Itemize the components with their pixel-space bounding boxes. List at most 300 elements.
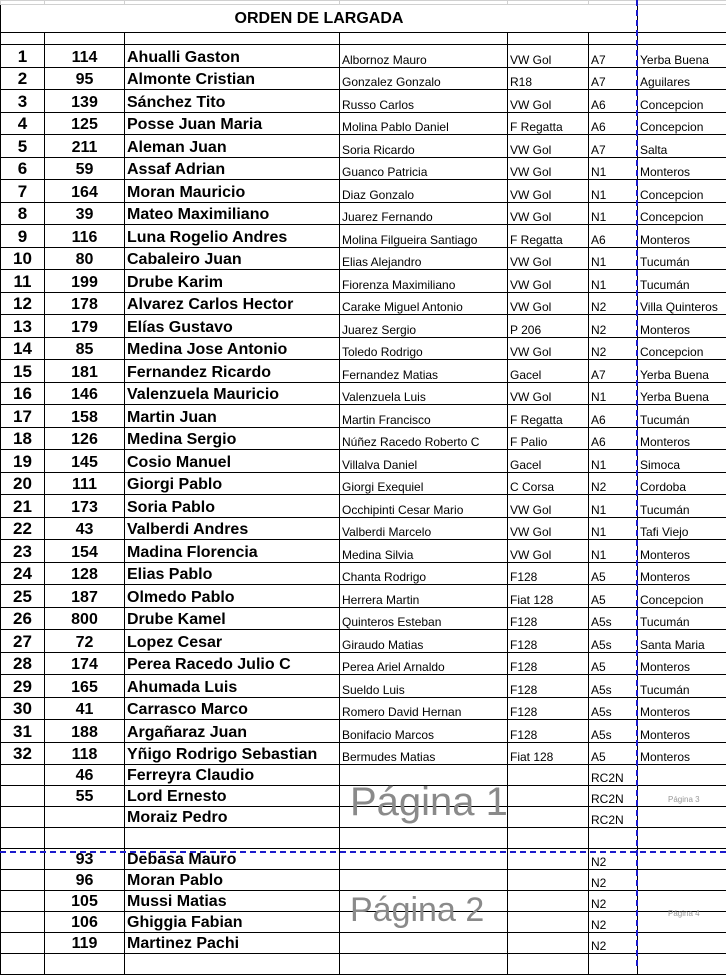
cell-city[interactable]: Monteros	[638, 427, 726, 450]
cell-car-model[interactable]	[508, 891, 589, 912]
cell-class[interactable]: A5s	[589, 720, 638, 743]
cell-car-model[interactable]	[508, 828, 589, 849]
cell-position[interactable]: 3	[1, 90, 45, 113]
cell-car-model[interactable]: VW Gol	[508, 270, 589, 293]
cell-driver[interactable]: Posse Juan Maria	[125, 112, 340, 135]
cell-class[interactable]: RC2N	[589, 765, 638, 786]
cell-co-driver[interactable]	[340, 786, 508, 807]
cell-position[interactable]: 30	[1, 697, 45, 720]
cell-city[interactable]: Concepcion	[638, 337, 726, 360]
cell-co-driver[interactable]	[340, 807, 508, 828]
cell-class[interactable]: N1	[589, 180, 638, 203]
cell-position[interactable]	[1, 807, 45, 828]
cell-driver[interactable]: Ahumada Luis	[125, 675, 340, 698]
cell-co-driver[interactable]	[340, 933, 508, 954]
cell-car-model[interactable]: P 206	[508, 315, 589, 338]
cell-driver[interactable]: Moran Mauricio	[125, 180, 340, 203]
cell-city[interactable]: Santa Maria	[638, 630, 726, 653]
cell-car-number[interactable]: 85	[45, 337, 125, 360]
page-1-watermark: Página 1	[350, 782, 508, 822]
cell-co-driver[interactable]: Giraudo Matias	[340, 630, 508, 653]
cell-car-number[interactable]: 55	[45, 786, 125, 807]
cell-car-model[interactable]: F128	[508, 675, 589, 698]
cell-class[interactable]: N1	[589, 382, 638, 405]
cell-position[interactable]	[1, 786, 45, 807]
cell-car-model[interactable]: F128	[508, 607, 589, 630]
cell-co-driver[interactable]: Núñez Racedo Roberto C	[340, 427, 508, 450]
cell-city[interactable]: Tucumán	[638, 675, 726, 698]
cell-car-number[interactable]: 188	[45, 720, 125, 743]
cell-car-model[interactable]: F Regatta	[508, 405, 589, 428]
cell-car-model[interactable]	[508, 786, 589, 807]
cell-co-driver[interactable]: Romero David Hernan	[340, 697, 508, 720]
cell-co-driver[interactable]: Chanta Rodrigo	[340, 562, 508, 585]
cell-driver[interactable]: Mateo Maximiliano	[125, 202, 340, 225]
cell-car-number[interactable]: 72	[45, 630, 125, 653]
cell-position[interactable]: 9	[1, 225, 45, 248]
cell-car-model[interactable]: VW Gol	[508, 180, 589, 203]
cell-class[interactable]: A5s	[589, 697, 638, 720]
cell-driver[interactable]: Drube Kamel	[125, 607, 340, 630]
cell-car-number[interactable]: 158	[45, 405, 125, 428]
cell-position[interactable]: 27	[1, 630, 45, 653]
cell-driver[interactable]: Moraiz Pedro	[125, 807, 340, 828]
cell-car-number[interactable]: 111	[45, 472, 125, 495]
sheet-title[interactable]: ORDEN DE LARGADA	[1, 5, 638, 33]
cell-city[interactable]	[638, 807, 726, 828]
cell-city[interactable]: Tafi Viejo	[638, 517, 726, 540]
cell-driver[interactable]: Sánchez Tito	[125, 90, 340, 113]
cell-driver[interactable]: Elias Pablo	[125, 562, 340, 585]
cell-position[interactable]: 15	[1, 360, 45, 383]
cell-car-number[interactable]: 126	[45, 427, 125, 450]
cell-city[interactable]: Tucumán	[638, 270, 726, 293]
cell-position[interactable]: 26	[1, 607, 45, 630]
cell-car-model[interactable]	[508, 912, 589, 933]
cell-co-driver[interactable]: Diaz Gonzalo	[340, 180, 508, 203]
cell-class[interactable]: A6	[589, 405, 638, 428]
cell-car-model[interactable]: VW Gol	[508, 157, 589, 180]
cell-class[interactable]: N2	[589, 891, 638, 912]
cell-class[interactable]: A5	[589, 742, 638, 765]
cell-car-model[interactable]	[508, 933, 589, 954]
cell-car-number[interactable]: 125	[45, 112, 125, 135]
cell-car-number[interactable]: 165	[45, 675, 125, 698]
cell-position[interactable]: 19	[1, 450, 45, 473]
cell-driver[interactable]: Martinez Pachi	[125, 933, 340, 954]
cell-city[interactable]: Concepcion	[638, 90, 726, 113]
cell-car-number[interactable]: 187	[45, 585, 125, 608]
cell-car-model[interactable]: VW Gol	[508, 45, 589, 68]
cell-car-number[interactable]: 164	[45, 180, 125, 203]
cell-car-model[interactable]: F128	[508, 562, 589, 585]
cell-car-number[interactable]: 59	[45, 157, 125, 180]
cell-car-model[interactable]: VW Gol	[508, 292, 589, 315]
cell-city[interactable]: Monteros	[638, 315, 726, 338]
cell-car-model[interactable]: VW Gol	[508, 517, 589, 540]
cell-city[interactable]: Concepcion	[638, 180, 726, 203]
cell-city[interactable]: Simoca	[638, 450, 726, 473]
cell-city[interactable]	[638, 828, 726, 849]
cell-car-number[interactable]: 106	[45, 912, 125, 933]
cell-car-number[interactable]: 139	[45, 90, 125, 113]
cell-co-driver[interactable]: Bermudes Matias	[340, 742, 508, 765]
cell-driver[interactable]: Medina Sergio	[125, 427, 340, 450]
cell-driver[interactable]: Elías Gustavo	[125, 315, 340, 338]
cell-driver[interactable]: Luna Rogelio Andres	[125, 225, 340, 248]
cell-class[interactable]	[589, 828, 638, 849]
cell-driver[interactable]	[125, 828, 340, 849]
cell-city[interactable]: Yerba Buena	[638, 45, 726, 68]
cell-city[interactable]: Monteros	[638, 157, 726, 180]
cell-car-model[interactable]: Fiat 128	[508, 742, 589, 765]
cell-class[interactable]: A7	[589, 45, 638, 68]
cell-position[interactable]	[1, 954, 45, 975]
cell-co-driver[interactable]: Occhipinti Cesar Mario	[340, 495, 508, 518]
cell-class[interactable]: A5	[589, 562, 638, 585]
cell-position[interactable]	[1, 870, 45, 891]
cell-city[interactable]: Tucumán	[638, 405, 726, 428]
cell-class[interactable]: N2	[589, 933, 638, 954]
cell-city[interactable]: Monteros	[638, 225, 726, 248]
cell-driver[interactable]: Lopez Cesar	[125, 630, 340, 653]
cell-car-number[interactable]: 95	[45, 67, 125, 90]
cell-city[interactable]: Monteros	[638, 652, 726, 675]
cell-city[interactable]	[638, 912, 726, 933]
cell-car-number[interactable]: 39	[45, 202, 125, 225]
cell-co-driver[interactable]: Bonifacio Marcos	[340, 720, 508, 743]
cell-driver[interactable]: Carrasco Marco	[125, 697, 340, 720]
cell-car-number[interactable]	[45, 828, 125, 849]
cell-driver[interactable]: Argañaraz Juan	[125, 720, 340, 743]
cell-city[interactable]	[638, 891, 726, 912]
cell-driver[interactable]: Valenzuela Mauricio	[125, 382, 340, 405]
cell-co-driver[interactable]: Toledo Rodrigo	[340, 337, 508, 360]
cell-co-driver[interactable]	[340, 870, 508, 891]
cell-class[interactable]: N2	[589, 472, 638, 495]
cell-driver[interactable]: Madina Florencia	[125, 540, 340, 563]
cell-position[interactable]: 25	[1, 585, 45, 608]
cell-class[interactable]: N1	[589, 270, 638, 293]
cell-driver[interactable]: Moran Pablo	[125, 870, 340, 891]
cell-car-model[interactable]: Gacel	[508, 450, 589, 473]
cell-position[interactable]: 28	[1, 652, 45, 675]
cell-co-driver[interactable]: Villalva Daniel	[340, 450, 508, 473]
cell-position[interactable]: 1	[1, 45, 45, 68]
cell-car-model[interactable]: VW Gol	[508, 247, 589, 270]
cell-class[interactable]: N1	[589, 247, 638, 270]
cell-class[interactable]: N1	[589, 495, 638, 518]
cell-driver[interactable]: Cosio Manuel	[125, 450, 340, 473]
cell-city[interactable]	[638, 765, 726, 786]
cell-car-model[interactable]: Gacel	[508, 360, 589, 383]
table-row	[1, 427, 726, 450]
cell-car-number[interactable]: 93	[45, 849, 125, 870]
cell-position[interactable]: 4	[1, 112, 45, 135]
cell-car-number[interactable]: 43	[45, 517, 125, 540]
cell-class[interactable]: A7	[589, 360, 638, 383]
cell-co-driver[interactable]: Perea Ariel Arnaldo	[340, 652, 508, 675]
cell-city[interactable]: Tucumán	[638, 247, 726, 270]
cell-car-number[interactable]: 173	[45, 495, 125, 518]
cell-class[interactable]: N2	[589, 292, 638, 315]
cell-co-driver[interactable]: Guanco Patricia	[340, 157, 508, 180]
cell-car-model[interactable]: VW Gol	[508, 337, 589, 360]
cell-driver[interactable]: Perea Racedo Julio C	[125, 652, 340, 675]
cell-driver[interactable]: Giorgi Pablo	[125, 472, 340, 495]
cell-city[interactable]: Monteros	[638, 562, 726, 585]
cell-class[interactable]: N1	[589, 202, 638, 225]
cell-city[interactable]: Salta	[638, 135, 726, 158]
cell-position[interactable]: 8	[1, 202, 45, 225]
cell-co-driver[interactable]: Carake Miguel Antonio	[340, 292, 508, 315]
cell-city[interactable]: Concepcion	[638, 202, 726, 225]
cell-car-number[interactable]: 199	[45, 270, 125, 293]
table-row	[1, 90, 726, 113]
cell-class[interactable]: N2	[589, 849, 638, 870]
cell-car-model[interactable]: F128	[508, 652, 589, 675]
cell-class[interactable]: A6	[589, 225, 638, 248]
cell-driver[interactable]: Mussi Matias	[125, 891, 340, 912]
cell-co-driver[interactable]: Albornoz Mauro	[340, 45, 508, 68]
cell-driver[interactable]: Alvarez Carlos Hector	[125, 292, 340, 315]
cell-driver[interactable]: Ferreyra Claudio	[125, 765, 340, 786]
cell-car-model[interactable]: R18	[508, 67, 589, 90]
cell-co-driver[interactable]: Juarez Sergio	[340, 315, 508, 338]
cell-position[interactable]: 32	[1, 742, 45, 765]
cell-class[interactable]: N1	[589, 157, 638, 180]
cell-driver[interactable]: Yñigo Rodrigo Sebastian	[125, 742, 340, 765]
cell-city[interactable]: Tucumán	[638, 607, 726, 630]
cell-driver[interactable]: Soria Pablo	[125, 495, 340, 518]
cell-position[interactable]: 22	[1, 517, 45, 540]
cell-car-number[interactable]	[45, 954, 125, 975]
cell-car-model[interactable]: VW Gol	[508, 202, 589, 225]
cell-class[interactable]: A6	[589, 427, 638, 450]
cell-car-model[interactable]: C Corsa	[508, 472, 589, 495]
cell-position[interactable]: 13	[1, 315, 45, 338]
cell-position[interactable]: 31	[1, 720, 45, 743]
cell-position[interactable]: 23	[1, 540, 45, 563]
cell-class[interactable]: A5s	[589, 675, 638, 698]
cell-driver[interactable]: Assaf Adrian	[125, 157, 340, 180]
cell-car-number[interactable]: 178	[45, 292, 125, 315]
cell-city[interactable]	[638, 933, 726, 954]
cell-co-driver[interactable]: Herrera Martin	[340, 585, 508, 608]
cell-car-number[interactable]: 114	[45, 45, 125, 68]
cell-city[interactable]: Yerba Buena	[638, 382, 726, 405]
cell-driver[interactable]: Ahualli Gaston	[125, 45, 340, 68]
cell-co-driver[interactable]: Soria Ricardo	[340, 135, 508, 158]
cell-class[interactable]: A6	[589, 90, 638, 113]
cell-co-driver[interactable]: Martin Francisco	[340, 405, 508, 428]
cell-city[interactable]	[638, 870, 726, 891]
cell-class[interactable]	[589, 954, 638, 975]
cell-position[interactable]	[1, 912, 45, 933]
cell-city[interactable]: Concepcion	[638, 112, 726, 135]
cell-car-model[interactable]: VW Gol	[508, 90, 589, 113]
cell-co-driver[interactable]	[340, 765, 508, 786]
cell-position[interactable]: 11	[1, 270, 45, 293]
cell-car-number[interactable]: 80	[45, 247, 125, 270]
cell-position[interactable]	[1, 765, 45, 786]
cell-car-number[interactable]: 174	[45, 652, 125, 675]
cell-co-driver[interactable]	[340, 891, 508, 912]
cell-city[interactable]	[638, 954, 726, 975]
cell-co-driver[interactable]	[340, 954, 508, 975]
cell-co-driver[interactable]: Juarez Fernando	[340, 202, 508, 225]
cell-class[interactable]: A6	[589, 112, 638, 135]
table-row	[1, 933, 726, 954]
cell-city[interactable]: Cordoba	[638, 472, 726, 495]
cell-car-number[interactable]	[45, 807, 125, 828]
cell-car-number[interactable]: 145	[45, 450, 125, 473]
cell-co-driver[interactable]: Sueldo Luis	[340, 675, 508, 698]
cell-car-model[interactable]	[508, 870, 589, 891]
cell-city[interactable]: Tucumán	[638, 495, 726, 518]
cell-co-driver[interactable]: Molina Pablo Daniel	[340, 112, 508, 135]
cell-position[interactable]: 2	[1, 67, 45, 90]
cell-car-number[interactable]: 118	[45, 742, 125, 765]
cell-car-model[interactable]: F128	[508, 720, 589, 743]
cell-position[interactable]	[1, 828, 45, 849]
cell-car-number[interactable]: 211	[45, 135, 125, 158]
cell-position[interactable]: 12	[1, 292, 45, 315]
cell-position[interactable]: 29	[1, 675, 45, 698]
cell-driver[interactable]: Valberdi Andres	[125, 517, 340, 540]
table-row	[1, 607, 726, 630]
cell-class[interactable]: N1	[589, 540, 638, 563]
cell-car-model[interactable]: F128	[508, 630, 589, 653]
cell-car-number[interactable]: 116	[45, 225, 125, 248]
cell-car-model[interactable]	[508, 765, 589, 786]
cell-driver[interactable]: Martin Juan	[125, 405, 340, 428]
cell-city[interactable]	[638, 786, 726, 807]
cell-position[interactable]: 5	[1, 135, 45, 158]
cell-position[interactable]: 18	[1, 427, 45, 450]
cell-city[interactable]: Villa Quinteros	[638, 292, 726, 315]
cell-class[interactable]: A5	[589, 585, 638, 608]
cell-driver[interactable]: Fernandez Ricardo	[125, 360, 340, 383]
cell-co-driver[interactable]: Gonzalez Gonzalo	[340, 67, 508, 90]
cell-class[interactable]: N2	[589, 337, 638, 360]
cell-class[interactable]: A5s	[589, 607, 638, 630]
cell-driver[interactable]: Drube Karim	[125, 270, 340, 293]
page-break-vertical[interactable]	[636, 0, 638, 966]
cell-co-driver[interactable]: Giorgi Exequiel	[340, 472, 508, 495]
cell-car-number[interactable]: 96	[45, 870, 125, 891]
cell-class[interactable]: A7	[589, 135, 638, 158]
cell-position[interactable]: 24	[1, 562, 45, 585]
cell-position[interactable]	[1, 933, 45, 954]
table-row	[1, 180, 726, 203]
cell-driver[interactable]: Cabaleiro Juan	[125, 247, 340, 270]
cell-city[interactable]: Yerba Buena	[638, 360, 726, 383]
cell-class[interactable]: RC2N	[589, 786, 638, 807]
cell-car-model[interactable]: F Regatta	[508, 225, 589, 248]
cell-class[interactable]: A7	[589, 67, 638, 90]
cell-class[interactable]: A5s	[589, 630, 638, 653]
cell-position[interactable]: 14	[1, 337, 45, 360]
cell-car-model[interactable]: VW Gol	[508, 135, 589, 158]
cell-driver[interactable]: Olmedo Pablo	[125, 585, 340, 608]
cell-class[interactable]: A5	[589, 652, 638, 675]
cell-car-number[interactable]: 181	[45, 360, 125, 383]
cell-car-number[interactable]: 46	[45, 765, 125, 786]
cell-car-number[interactable]: 105	[45, 891, 125, 912]
cell-city[interactable]: Monteros	[638, 742, 726, 765]
cell-co-driver[interactable]: Molina Filgueira Santiago	[340, 225, 508, 248]
cell-driver[interactable]: Medina Jose Antonio	[125, 337, 340, 360]
cell-position[interactable]: 17	[1, 405, 45, 428]
cell-co-driver[interactable]: Fernandez Matias	[340, 360, 508, 383]
cell-car-model[interactable]	[508, 954, 589, 975]
cell-co-driver[interactable]: Elias Alejandro	[340, 247, 508, 270]
cell-position[interactable]: 7	[1, 180, 45, 203]
cell-co-driver[interactable]: Medina Silvia	[340, 540, 508, 563]
cell-class[interactable]: N2	[589, 315, 638, 338]
cell-class[interactable]: RC2N	[589, 807, 638, 828]
cell-city[interactable]: Monteros	[638, 697, 726, 720]
cell-class[interactable]: N1	[589, 517, 638, 540]
cell-car-model[interactable]: VW Gol	[508, 495, 589, 518]
cell-car-model[interactable]	[508, 807, 589, 828]
cell-driver[interactable]: Debasa Mauro	[125, 849, 340, 870]
page-break-horizontal[interactable]	[0, 851, 726, 853]
cell-position[interactable]: 16	[1, 382, 45, 405]
cell-car-number[interactable]: 146	[45, 382, 125, 405]
cell-car-number[interactable]: 800	[45, 607, 125, 630]
cell-city[interactable]: Monteros	[638, 540, 726, 563]
cell-driver[interactable]: Almonte Cristian	[125, 67, 340, 90]
cell-co-driver[interactable]: Fiorenza Maximiliano	[340, 270, 508, 293]
cell-co-driver[interactable]	[340, 828, 508, 849]
cell-class[interactable]: N2	[589, 870, 638, 891]
cell-driver[interactable]: Ghiggia Fabian	[125, 912, 340, 933]
cell-city[interactable]: Monteros	[638, 720, 726, 743]
cell-co-driver[interactable]: Valenzuela Luis	[340, 382, 508, 405]
table-row	[1, 585, 726, 608]
cell-class[interactable]: N2	[589, 912, 638, 933]
cell-driver[interactable]: Lord Ernesto	[125, 786, 340, 807]
cell-driver[interactable]: Aleman Juan	[125, 135, 340, 158]
cell-car-model[interactable]: F128	[508, 697, 589, 720]
cell-city[interactable]: Aguilares	[638, 67, 726, 90]
cell-position[interactable]: 20	[1, 472, 45, 495]
cell-car-model[interactable]: F Palio	[508, 427, 589, 450]
cell-driver[interactable]	[125, 954, 340, 975]
cell-co-driver[interactable]: Valberdi Marcelo	[340, 517, 508, 540]
cell-co-driver[interactable]: Quinteros Esteban	[340, 607, 508, 630]
cell-car-model[interactable]: VW Gol	[508, 382, 589, 405]
cell-co-driver[interactable]	[340, 912, 508, 933]
cell-car-number[interactable]: 128	[45, 562, 125, 585]
cell-car-model[interactable]: Fiat 128	[508, 585, 589, 608]
cell-car-number[interactable]: 119	[45, 933, 125, 954]
cell-position[interactable]: 10	[1, 247, 45, 270]
cell-position[interactable]	[1, 891, 45, 912]
cell-car-model[interactable]: VW Gol	[508, 540, 589, 563]
cell-car-model[interactable]: F Regatta	[508, 112, 589, 135]
cell-co-driver[interactable]: Russo Carlos	[340, 90, 508, 113]
cell-class[interactable]: N1	[589, 450, 638, 473]
cell-city[interactable]: Concepcion	[638, 585, 726, 608]
cell-car-number[interactable]: 41	[45, 697, 125, 720]
cell-car-number[interactable]: 154	[45, 540, 125, 563]
cell-car-number[interactable]: 179	[45, 315, 125, 338]
cell-position[interactable]: 6	[1, 157, 45, 180]
cell-position[interactable]: 21	[1, 495, 45, 518]
